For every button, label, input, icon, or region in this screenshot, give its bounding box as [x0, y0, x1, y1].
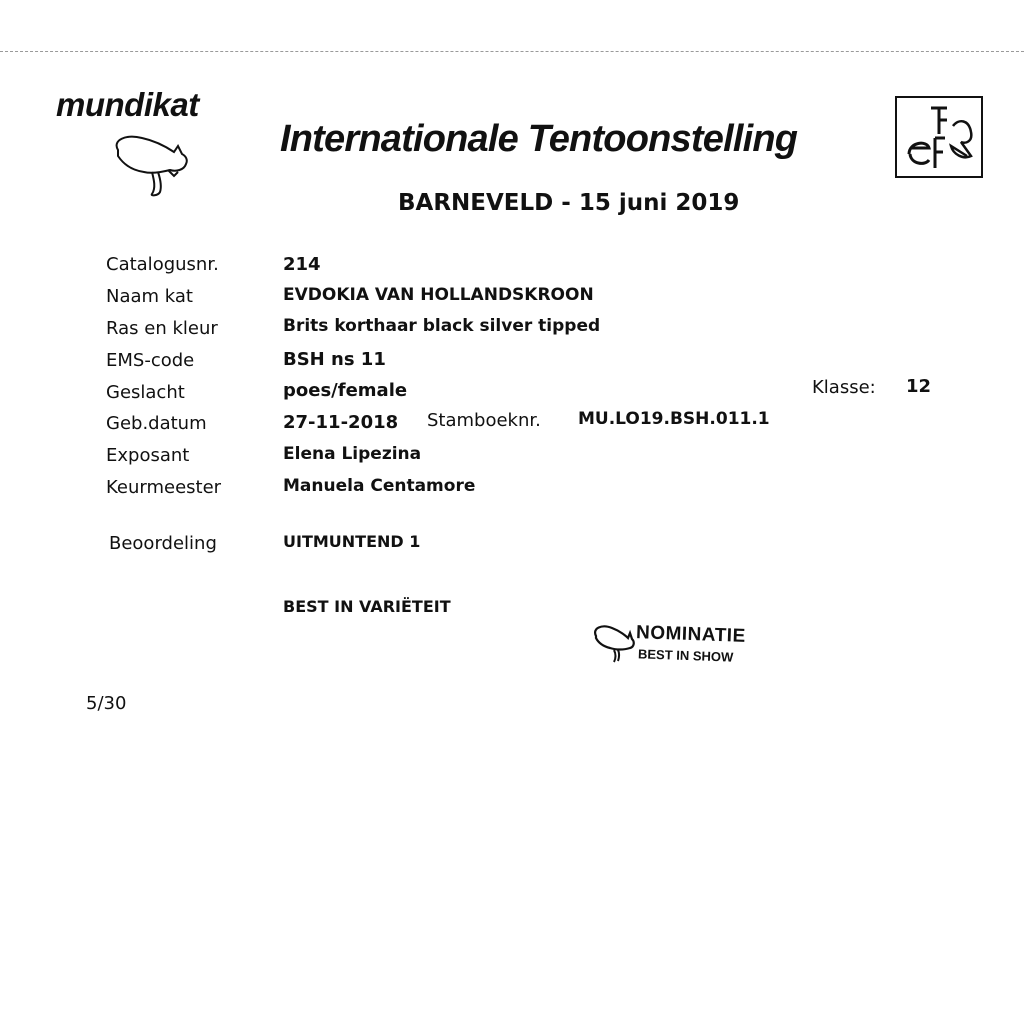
value-klasse: 12 — [906, 376, 932, 397]
label-ems-code: EMS-code — [106, 350, 195, 371]
page-title: Internationale Tentoonstelling — [280, 118, 798, 160]
label-geb-datum: Geb.datum — [106, 413, 207, 434]
label-ras-en-kleur: Ras en kleur — [106, 318, 218, 339]
award-text: BEST IN VARIËTEIT — [283, 597, 451, 616]
cat-outline-icon — [112, 128, 192, 198]
value-keurmeester: Manuela Centamore — [283, 476, 476, 496]
stamp-nominatie: NOMINATIE — [635, 622, 747, 647]
value-ems-code: BSH ns 11 — [283, 349, 386, 370]
label-naam-kat: Naam kat — [106, 286, 193, 307]
show-location-date: BARNEVELD - 15 juni 2019 — [398, 190, 740, 216]
value-geslacht: poes/female — [283, 380, 408, 401]
value-ras-en-kleur: Brits korthaar black silver tipped — [283, 316, 601, 336]
fife-logo — [895, 96, 983, 178]
value-naam-kat: EVDOKIA VAN HOLLANDSKROON — [283, 285, 594, 305]
label-stamboeknr: Stamboeknr. — [427, 410, 541, 431]
label-keurmeester: Keurmeester — [106, 477, 222, 498]
label-exposant: Exposant — [106, 445, 190, 466]
label-geslacht: Geslacht — [106, 382, 185, 403]
value-catalogusnr: 214 — [283, 254, 321, 275]
brand-logo-text: mundikat — [56, 86, 199, 123]
value-exposant: Elena Lipezina — [283, 444, 422, 464]
stamp-best-in-show: BEST IN SHOW — [637, 646, 734, 665]
label-klasse: Klasse: — [812, 377, 876, 398]
top-dashed-line — [0, 51, 1024, 52]
cat-stamp-icon — [592, 620, 636, 664]
page-number: 5/30 — [86, 693, 127, 714]
label-catalogusnr: Catalogusnr. — [106, 254, 219, 275]
label-beoordeling: Beoordeling — [109, 533, 217, 554]
value-stamboeknr: MU.LO19.BSH.011.1 — [578, 409, 770, 429]
fife-emblem-icon — [897, 98, 981, 176]
value-geb-datum: 27-11-2018 — [283, 412, 399, 433]
value-beoordeling: UITMUNTEND 1 — [283, 532, 421, 551]
